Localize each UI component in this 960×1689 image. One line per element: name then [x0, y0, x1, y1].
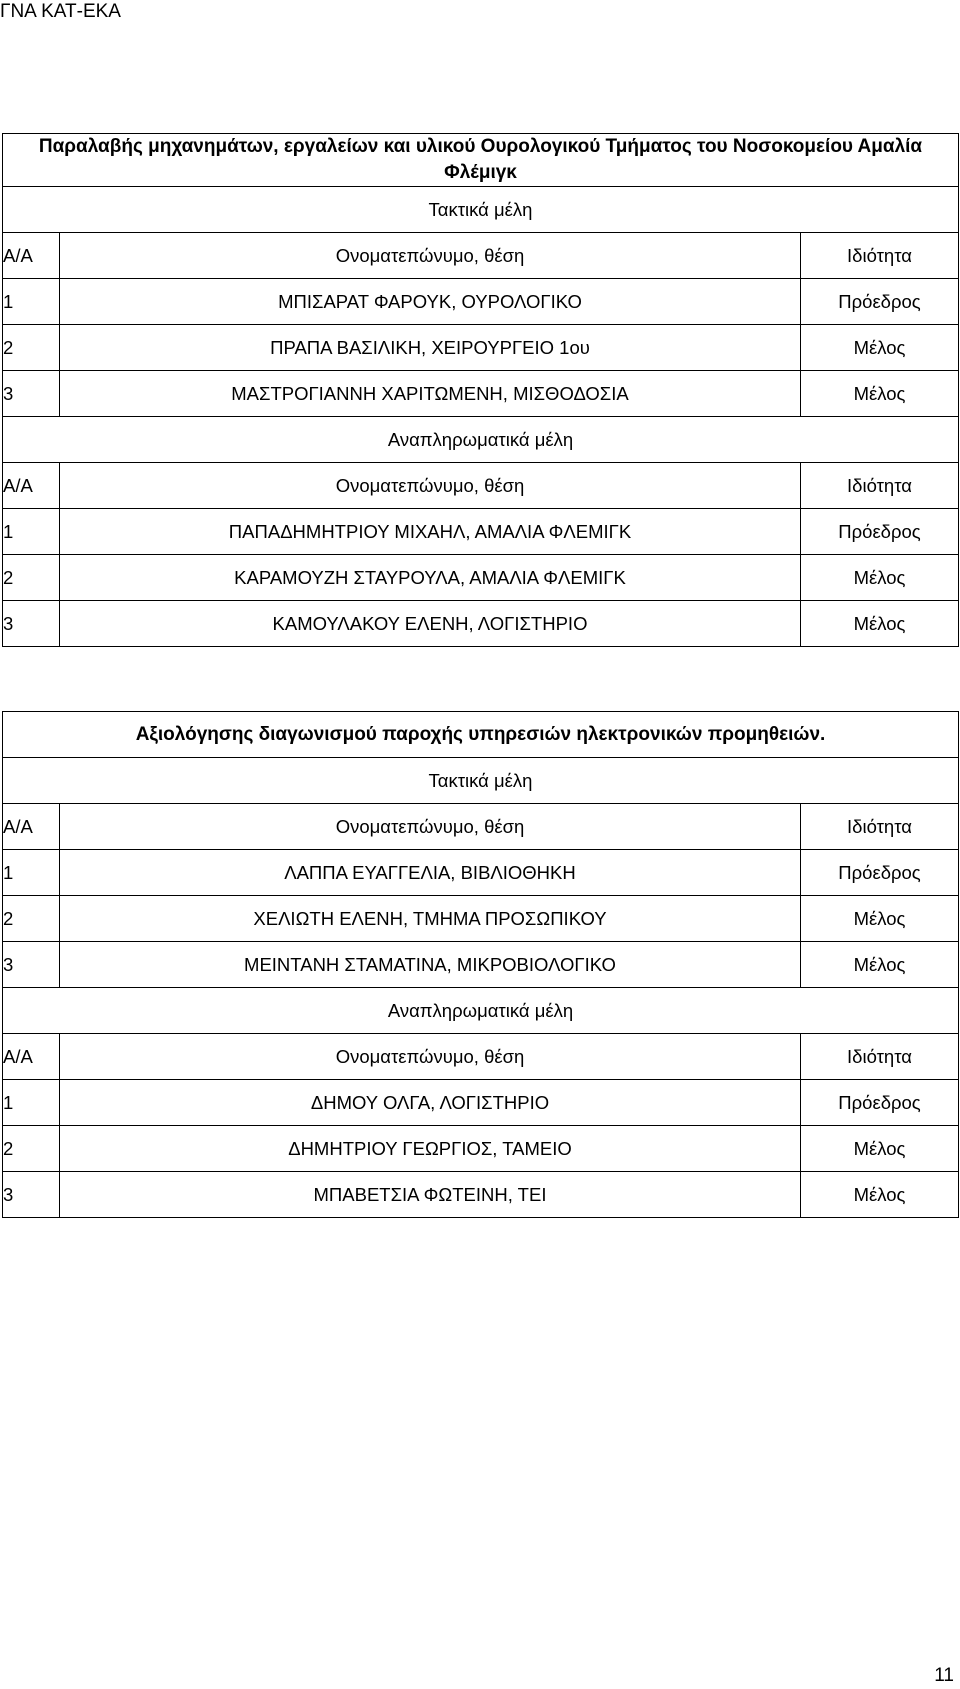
page-header: ΓΝΑ ΚΑΤ-ΕΚΑ [0, 1, 121, 22]
member-no: 2 [3, 325, 60, 371]
member-name: ΜΠΙΣΑΡΑΤ ΦΑΡΟΥΚ, ΟΥΡΟΛΟΓΙΚΟ [60, 279, 801, 325]
member-no: 2 [3, 896, 60, 942]
member-name: ΚΑΡΑΜΟΥΖΗ ΣΤΑΥΡΟΥΛΑ, ΑΜΑΛΙΑ ΦΛΕΜΙΓΚ [60, 555, 801, 601]
column-header-row [3, 1034, 959, 1080]
table-row [3, 555, 959, 601]
column-header-name: Ονοματεπώνυμο, θέση [60, 804, 801, 850]
table-row [3, 601, 959, 647]
member-name: ΜΠΑΒΕΤΣΙΑ ΦΩΤΕΙΝΗ, ΤΕΙ [60, 1172, 801, 1218]
column-header-role: Ιδιότητα [801, 804, 959, 850]
member-role: Μέλος [801, 942, 959, 988]
member-name: ΜΕΙΝΤΑΝΗ ΣΤΑΜΑΤΙΝΑ, ΜΙΚΡΟΒΙΟΛΟΓΙΚΟ [60, 942, 801, 988]
column-header-no: Α/Α [3, 804, 60, 850]
table-row [3, 1126, 959, 1172]
member-no: 2 [3, 1126, 60, 1172]
section-row [3, 988, 959, 1034]
member-no: 1 [3, 279, 60, 325]
table-row [3, 371, 959, 417]
section-label: Τακτικά μέλη [3, 187, 959, 233]
section-row [3, 187, 959, 233]
committee-title: Παραλαβής μηχανημάτων, εργαλείων και υλικού Ουρολογικού Τμήματος του Νοσοκομείου Αμαλία Φλέμιγκ [3, 134, 959, 187]
member-role: Μέλος [801, 1126, 959, 1172]
member-no: 3 [3, 1172, 60, 1218]
section-label: Τακτικά μέλη [3, 758, 959, 804]
member-role: Πρόεδρος [801, 279, 959, 325]
member-role: Πρόεδρος [801, 509, 959, 555]
column-header-role: Ιδιότητα [801, 463, 959, 509]
section-label: Αναπληρωματικά μέλη [3, 988, 959, 1034]
column-header-name: Ονοματεπώνυμο, θέση [60, 1034, 801, 1080]
page-number: 11 [934, 1665, 954, 1686]
table-row [3, 325, 959, 371]
member-role: Μέλος [801, 601, 959, 647]
column-header-no: Α/Α [3, 463, 60, 509]
member-no: 2 [3, 555, 60, 601]
committee-table [2, 133, 959, 647]
member-no: 1 [3, 509, 60, 555]
column-header-row [3, 233, 959, 279]
member-name: ΔΗΜΗΤΡΙΟΥ ΓΕΩΡΓΙΟΣ, ΤΑΜΕΙΟ [60, 1126, 801, 1172]
member-role: Πρόεδρος [801, 850, 959, 896]
table-row [3, 1172, 959, 1218]
committee-title-row [3, 134, 959, 187]
column-header-role: Ιδιότητα [801, 1034, 959, 1080]
table-row [3, 896, 959, 942]
table-row [3, 942, 959, 988]
committee-title: Αξιολόγησης διαγωνισμού παροχής υπηρεσιών ηλεκτρονικών προμηθειών. [3, 712, 959, 758]
column-header-name: Ονοματεπώνυμο, θέση [60, 233, 801, 279]
member-name: ΠΡΑΠΑ ΒΑΣΙΛΙΚΗ, ΧΕΙΡΟΥΡΓΕΙΟ 1ου [60, 325, 801, 371]
member-role: Μέλος [801, 371, 959, 417]
table-row [3, 509, 959, 555]
member-no: 3 [3, 371, 60, 417]
column-header-row [3, 804, 959, 850]
section-row [3, 417, 959, 463]
member-no: 1 [3, 850, 60, 896]
column-header-no: Α/Α [3, 1034, 60, 1080]
column-header-row [3, 463, 959, 509]
member-no: 3 [3, 601, 60, 647]
member-role: Μέλος [801, 1172, 959, 1218]
member-no: 3 [3, 942, 60, 988]
table-row [3, 850, 959, 896]
section-row [3, 758, 959, 804]
table-row [3, 1080, 959, 1126]
column-header-role: Ιδιότητα [801, 233, 959, 279]
member-name: ΧΕΛΙΩΤΗ ΕΛΕΝΗ, ΤΜΗΜΑ ΠΡΟΣΩΠΙΚΟΥ [60, 896, 801, 942]
member-name: ΜΑΣΤΡΟΓΙΑΝΝΗ ΧΑΡΙΤΩΜΕΝΗ, ΜΙΣΘΟΔΟΣΙΑ [60, 371, 801, 417]
member-no: 1 [3, 1080, 60, 1126]
committee-title-row [3, 712, 959, 758]
member-name: ΚΑΜΟΥΛΑΚΟΥ ΕΛΕΝΗ, ΛΟΓΙΣΤΗΡΙΟ [60, 601, 801, 647]
member-name: ΛΑΠΠΑ ΕΥΑΓΓΕΛΙΑ, ΒΙΒΛΙΟΘΗΚΗ [60, 850, 801, 896]
member-name: ΠΑΠΑΔΗΜΗΤΡΙΟΥ ΜΙΧΑΗΛ, ΑΜΑΛΙΑ ΦΛΕΜΙΓΚ [60, 509, 801, 555]
member-name: ΔΗΜΟΥ ΟΛΓΑ, ΛΟΓΙΣΤΗΡΙΟ [60, 1080, 801, 1126]
member-role: Μέλος [801, 896, 959, 942]
table-row [3, 279, 959, 325]
column-header-name: Ονοματεπώνυμο, θέση [60, 463, 801, 509]
committee-table [2, 711, 959, 1218]
member-role: Μέλος [801, 555, 959, 601]
member-role: Μέλος [801, 325, 959, 371]
section-label: Αναπληρωματικά μέλη [3, 417, 959, 463]
member-role: Πρόεδρος [801, 1080, 959, 1126]
column-header-no: Α/Α [3, 233, 60, 279]
